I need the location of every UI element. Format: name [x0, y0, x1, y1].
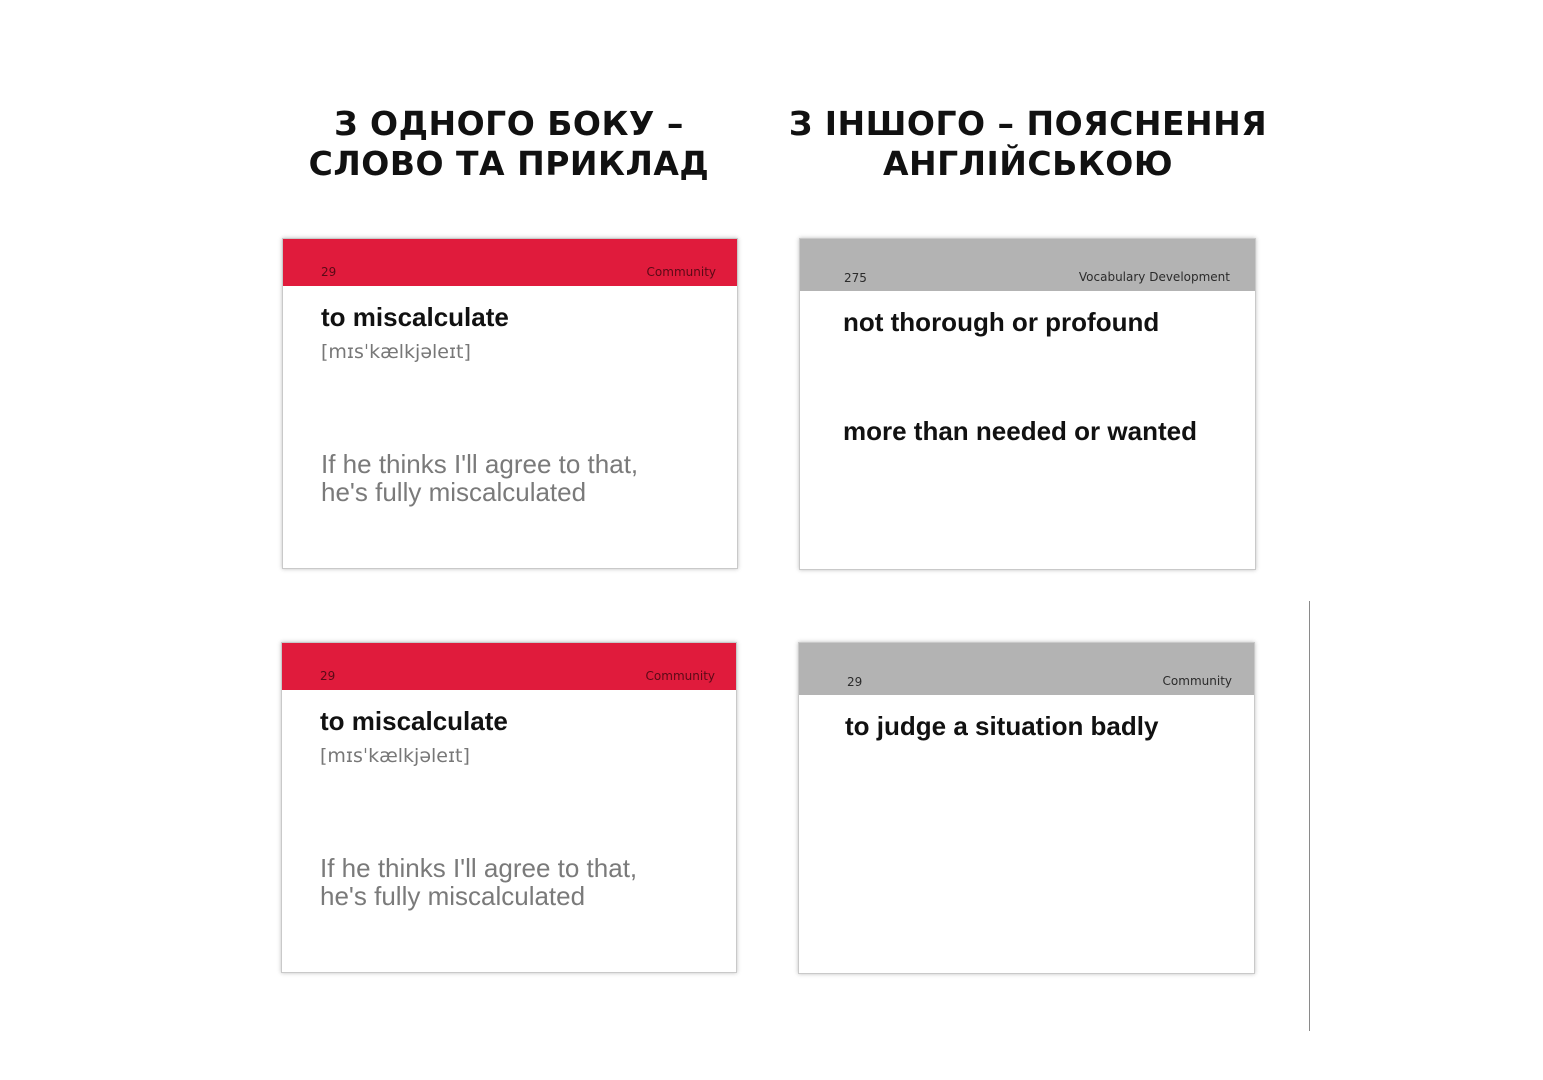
card-phonetic: [mɪsˈkælkjəleɪt]	[320, 745, 470, 767]
card-example	[321, 450, 721, 506]
back-side-heading	[768, 104, 1288, 184]
card-definition-1: not thorough or profound	[843, 307, 1160, 337]
card-definition-1: to judge a situation badly	[845, 711, 1159, 741]
card-example	[320, 854, 720, 910]
flashcard-back-bottom	[798, 642, 1255, 974]
flashcard-back-top	[799, 238, 1256, 570]
card-word: to miscalculate	[320, 706, 508, 736]
card-category: Community	[646, 265, 716, 279]
front-side-heading-line-1: З ОДНОГО БОКУ –	[334, 104, 684, 143]
front-side-heading	[249, 104, 769, 184]
card-category: Community	[1162, 674, 1232, 688]
front-side-heading-line-2: СЛОВО ТА ПРИКЛАД	[308, 144, 710, 183]
card-example-line-1: If he thinks I'll agree to that,	[321, 449, 639, 479]
card-header	[282, 643, 736, 690]
flashcard-front-top	[282, 238, 738, 569]
card-category: Vocabulary Development	[1078, 270, 1230, 284]
card-word: to miscalculate	[321, 302, 509, 332]
card-header	[799, 643, 1254, 695]
card-number: 29	[321, 265, 337, 279]
card-definition-2: more than needed or wanted	[843, 416, 1197, 446]
back-side-heading-line-1: З ІНШОГО – ПОЯСНЕННЯ	[788, 104, 1268, 143]
card-example-line-2: he's fully miscalculated	[321, 477, 587, 507]
card-example-line-2: he's fully miscalculated	[320, 881, 586, 911]
card-number: 29	[847, 675, 863, 689]
vertical-divider	[1309, 601, 1310, 1031]
card-phonetic: [mɪsˈkælkjəleɪt]	[321, 341, 471, 363]
card-header	[283, 239, 737, 286]
card-category: Community	[645, 669, 715, 683]
flashcard-front-bottom	[281, 642, 737, 973]
card-number: 29	[320, 669, 336, 683]
card-example-line-1: If he thinks I'll agree to that,	[320, 853, 638, 883]
card-number: 275	[844, 271, 867, 285]
card-header	[800, 239, 1255, 291]
back-side-heading-line-2: АНГЛІЙСЬКОЮ	[882, 144, 1174, 183]
